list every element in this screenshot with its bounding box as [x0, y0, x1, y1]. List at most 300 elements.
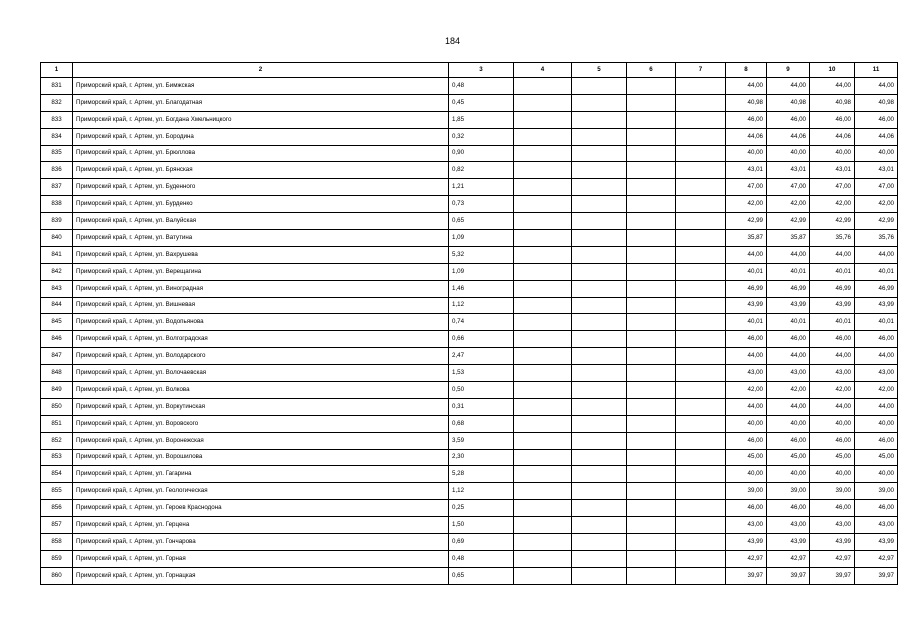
- table-cell: 42,97: [767, 550, 810, 567]
- table-cell: [572, 500, 627, 517]
- table-cell: 46,99: [810, 280, 855, 297]
- table-cell: Приморский край, г. Артем, ул. Бородина: [73, 128, 449, 145]
- table-cell: [572, 297, 627, 314]
- table-cell: 46,00: [810, 331, 855, 348]
- table-cell: [676, 466, 726, 483]
- table-cell: Приморский край, г. Артем, ул. Волкова: [73, 382, 449, 399]
- table-cell: 43,99: [810, 534, 855, 551]
- table-cell: 46,00: [767, 111, 810, 128]
- table-body: [41, 78, 898, 585]
- table-cell: [572, 111, 627, 128]
- table-cell: 0,45: [449, 94, 514, 111]
- table-cell: 40,00: [855, 415, 898, 432]
- table-cell: 845: [41, 314, 73, 331]
- table-cell: 42,97: [855, 550, 898, 567]
- table-cell: 2,47: [449, 348, 514, 365]
- table-cell: Приморский край, г. Артем, ул. Волочаевская: [73, 365, 449, 382]
- table-cell: 47,00: [810, 179, 855, 196]
- table-row: [41, 567, 898, 584]
- table-cell: 849: [41, 382, 73, 399]
- table-cell: [627, 331, 676, 348]
- table-cell: Приморский край, г. Артем, ул. Волгоградская: [73, 331, 449, 348]
- table-cell: [627, 466, 676, 483]
- table-cell: 35,87: [767, 230, 810, 247]
- table-cell: [514, 246, 572, 263]
- table-cell: 44,00: [767, 398, 810, 415]
- table-cell: [514, 128, 572, 145]
- table-cell: 0,48: [449, 78, 514, 95]
- table-cell: [514, 365, 572, 382]
- table-cell: 5,32: [449, 246, 514, 263]
- table-cell: 46,00: [726, 500, 767, 517]
- table-cell: 46,00: [726, 331, 767, 348]
- table-cell: 40,00: [726, 415, 767, 432]
- table-cell: 46,00: [855, 111, 898, 128]
- table-cell: [572, 246, 627, 263]
- table-cell: [627, 128, 676, 145]
- table-cell: 44,00: [726, 246, 767, 263]
- column-header: 5: [572, 63, 627, 78]
- table-cell: [676, 230, 726, 247]
- table-row: [41, 162, 898, 179]
- table-cell: 44,00: [726, 348, 767, 365]
- column-header: 9: [767, 63, 810, 78]
- table-cell: 40,00: [726, 466, 767, 483]
- table-cell: 47,00: [726, 179, 767, 196]
- table-cell: Приморский край, г. Артем, ул. Валуйская: [73, 213, 449, 230]
- table-cell: [572, 280, 627, 297]
- table-cell: [676, 128, 726, 145]
- table-cell: Приморский край, г. Артем, ул. Воронежская: [73, 432, 449, 449]
- table-cell: 40,01: [855, 314, 898, 331]
- table-cell: 43,01: [855, 162, 898, 179]
- table-cell: 44,00: [855, 398, 898, 415]
- table-row: [41, 230, 898, 247]
- table-cell: Приморский край, г. Артем, ул. Гончарова: [73, 534, 449, 551]
- table-cell: [627, 145, 676, 162]
- table-cell: 40,00: [726, 145, 767, 162]
- table-cell: [572, 314, 627, 331]
- table-cell: 43,00: [810, 517, 855, 534]
- table-cell: 46,00: [855, 432, 898, 449]
- table-cell: Приморский край, г. Артем, ул. Брюллова: [73, 145, 449, 162]
- table-cell: [627, 162, 676, 179]
- table-cell: [572, 348, 627, 365]
- table-cell: [514, 517, 572, 534]
- table-cell: [514, 145, 572, 162]
- table-row: [41, 500, 898, 517]
- table-cell: Приморский край, г. Артем, ул. Володарского: [73, 348, 449, 365]
- table-cell: 0,66: [449, 331, 514, 348]
- table-cell: [627, 179, 676, 196]
- table-cell: [676, 432, 726, 449]
- table-cell: [514, 162, 572, 179]
- table-cell: 852: [41, 432, 73, 449]
- table-row: [41, 517, 898, 534]
- table-cell: 46,99: [726, 280, 767, 297]
- table-cell: Приморский край, г. Артем, ул. Горная: [73, 550, 449, 567]
- table-row: [41, 382, 898, 399]
- table-cell: Приморский край, г. Артем, ул. Воровского: [73, 415, 449, 432]
- table-cell: 850: [41, 398, 73, 415]
- table-cell: 42,99: [726, 213, 767, 230]
- table-row: [41, 432, 898, 449]
- table-cell: 0,74: [449, 314, 514, 331]
- table-cell: 0,25: [449, 500, 514, 517]
- table-row: [41, 550, 898, 567]
- table-cell: [514, 196, 572, 213]
- table-cell: 43,99: [767, 534, 810, 551]
- table-cell: [627, 415, 676, 432]
- table-row: [41, 483, 898, 500]
- table-cell: 42,00: [767, 196, 810, 213]
- table-cell: 40,01: [810, 263, 855, 280]
- table-row: [41, 128, 898, 145]
- table-cell: 44,00: [810, 246, 855, 263]
- table-cell: [676, 331, 726, 348]
- table-cell: [514, 230, 572, 247]
- table-cell: [627, 263, 676, 280]
- table-cell: 39,97: [810, 567, 855, 584]
- page-number: 184: [444, 36, 461, 46]
- table-cell: [514, 280, 572, 297]
- table-cell: 46,00: [810, 500, 855, 517]
- table-cell: 46,00: [726, 432, 767, 449]
- table-cell: 844: [41, 297, 73, 314]
- table-cell: 46,00: [855, 331, 898, 348]
- table-cell: 39,00: [767, 483, 810, 500]
- table-cell: 43,00: [810, 365, 855, 382]
- table-cell: [572, 162, 627, 179]
- table-cell: [572, 466, 627, 483]
- table-cell: [676, 263, 726, 280]
- table-row: [41, 263, 898, 280]
- table-cell: [627, 230, 676, 247]
- table-cell: 858: [41, 534, 73, 551]
- table-cell: [514, 483, 572, 500]
- table-cell: [514, 94, 572, 111]
- table-cell: Приморский край, г. Артем, ул. Благодатная: [73, 94, 449, 111]
- table-cell: 1,50: [449, 517, 514, 534]
- table-cell: 841: [41, 246, 73, 263]
- table-cell: 39,97: [726, 567, 767, 584]
- table-cell: [676, 348, 726, 365]
- table-cell: 42,00: [726, 382, 767, 399]
- table-cell: [627, 213, 676, 230]
- table-cell: Приморский край, г. Артем, ул. Горнацкая: [73, 567, 449, 584]
- table-cell: 46,00: [810, 111, 855, 128]
- table-row: [41, 78, 898, 95]
- table-row: [41, 331, 898, 348]
- table-cell: 45,00: [855, 449, 898, 466]
- table-cell: 40,00: [767, 145, 810, 162]
- table-cell: [572, 550, 627, 567]
- table-cell: 46,00: [767, 331, 810, 348]
- table-cell: [514, 331, 572, 348]
- table-cell: 0,32: [449, 128, 514, 145]
- table-cell: [572, 128, 627, 145]
- table-cell: 44,00: [810, 348, 855, 365]
- table-cell: 1,09: [449, 263, 514, 280]
- table-cell: [676, 483, 726, 500]
- table-cell: Приморский край, г. Артем, ул. Вахрушева: [73, 246, 449, 263]
- table-cell: 39,00: [810, 483, 855, 500]
- table-cell: [627, 567, 676, 584]
- table-cell: [676, 162, 726, 179]
- table-cell: [572, 365, 627, 382]
- table-cell: [627, 94, 676, 111]
- table-cell: [572, 398, 627, 415]
- table-cell: [514, 111, 572, 128]
- table-cell: [514, 432, 572, 449]
- table-cell: 43,00: [726, 517, 767, 534]
- table-cell: 43,99: [855, 297, 898, 314]
- table-cell: 838: [41, 196, 73, 213]
- table-cell: [514, 179, 572, 196]
- table-cell: 857: [41, 517, 73, 534]
- table-row: [41, 111, 898, 128]
- table-cell: 1,09: [449, 230, 514, 247]
- table-cell: 40,98: [810, 94, 855, 111]
- table-cell: 1,21: [449, 179, 514, 196]
- table-cell: [676, 196, 726, 213]
- table-cell: Приморский край, г. Артем, ул. Герцена: [73, 517, 449, 534]
- table-cell: [572, 263, 627, 280]
- table-cell: 42,99: [767, 213, 810, 230]
- table-cell: [572, 534, 627, 551]
- table-cell: 44,00: [726, 78, 767, 95]
- table-cell: [627, 78, 676, 95]
- table-cell: 40,98: [726, 94, 767, 111]
- table-cell: Приморский край, г. Артем, ул. Богдана Хмельницкого: [73, 111, 449, 128]
- table-cell: [676, 534, 726, 551]
- table-cell: Приморский край, г. Артем, ул. Бимжская: [73, 78, 449, 95]
- table-cell: 40,01: [855, 263, 898, 280]
- table-cell: Приморский край, г. Артем, ул. Буденного: [73, 179, 449, 196]
- table-cell: Приморский край, г. Артем, ул. Вишневая: [73, 297, 449, 314]
- table-cell: 44,00: [855, 78, 898, 95]
- table-cell: 47,00: [855, 179, 898, 196]
- table-cell: 853: [41, 449, 73, 466]
- table-cell: [572, 432, 627, 449]
- table-cell: [572, 230, 627, 247]
- table-cell: [627, 365, 676, 382]
- table-cell: 1,53: [449, 365, 514, 382]
- table-cell: 42,97: [726, 550, 767, 567]
- table-cell: [572, 179, 627, 196]
- table-cell: 46,00: [767, 432, 810, 449]
- table-cell: [627, 382, 676, 399]
- table-cell: [676, 246, 726, 263]
- table-cell: [514, 314, 572, 331]
- table-cell: [572, 331, 627, 348]
- data-table: [40, 62, 898, 585]
- table-cell: 43,00: [767, 517, 810, 534]
- table-cell: [514, 534, 572, 551]
- table-cell: 35,76: [810, 230, 855, 247]
- table-cell: 42,00: [855, 196, 898, 213]
- table-cell: [627, 449, 676, 466]
- table-cell: [676, 382, 726, 399]
- table-cell: [514, 382, 572, 399]
- table-cell: 40,01: [767, 314, 810, 331]
- column-header: 2: [73, 63, 449, 78]
- table-cell: 40,00: [810, 415, 855, 432]
- table-cell: 43,01: [767, 162, 810, 179]
- table-row: [41, 466, 898, 483]
- table-cell: 0,68: [449, 415, 514, 432]
- table-cell: [572, 415, 627, 432]
- column-header: 3: [449, 63, 514, 78]
- table-cell: [572, 567, 627, 584]
- column-header: 1: [41, 63, 73, 78]
- table-cell: [572, 145, 627, 162]
- table-cell: 40,01: [726, 263, 767, 280]
- column-header: 10: [810, 63, 855, 78]
- table-cell: 44,06: [810, 128, 855, 145]
- table-cell: 0,50: [449, 382, 514, 399]
- table-cell: 833: [41, 111, 73, 128]
- table-cell: 40,00: [810, 466, 855, 483]
- table-cell: 848: [41, 365, 73, 382]
- table-cell: [676, 78, 726, 95]
- table-cell: 831: [41, 78, 73, 95]
- table-cell: 40,00: [855, 145, 898, 162]
- table-cell: 1,12: [449, 483, 514, 500]
- table-cell: [676, 365, 726, 382]
- column-header: 4: [514, 63, 572, 78]
- table-cell: 43,00: [726, 365, 767, 382]
- table-cell: [676, 314, 726, 331]
- table-cell: Приморский край, г. Артем, ул. Воркутинская: [73, 398, 449, 415]
- table-row: [41, 196, 898, 213]
- table-cell: 842: [41, 263, 73, 280]
- table-cell: 44,00: [767, 348, 810, 365]
- table-cell: [676, 415, 726, 432]
- table-cell: 860: [41, 567, 73, 584]
- table-cell: 42,00: [767, 382, 810, 399]
- table-cell: 39,00: [726, 483, 767, 500]
- table-cell: [627, 280, 676, 297]
- table-cell: 44,00: [726, 398, 767, 415]
- table-cell: [627, 348, 676, 365]
- table-cell: 43,00: [855, 365, 898, 382]
- table-cell: 1,46: [449, 280, 514, 297]
- table-cell: 42,99: [810, 213, 855, 230]
- table-cell: [676, 94, 726, 111]
- table-cell: [676, 145, 726, 162]
- table-cell: 0,48: [449, 550, 514, 567]
- table-row: [41, 314, 898, 331]
- table-cell: 35,87: [726, 230, 767, 247]
- table-cell: 0,69: [449, 534, 514, 551]
- table-cell: Приморский край, г. Артем, ул. Ватутина: [73, 230, 449, 247]
- table-cell: 835: [41, 145, 73, 162]
- table-cell: 44,06: [767, 128, 810, 145]
- table-cell: 855: [41, 483, 73, 500]
- table-row: [41, 365, 898, 382]
- table-cell: [514, 297, 572, 314]
- table-cell: 43,00: [855, 517, 898, 534]
- table-row: [41, 213, 898, 230]
- table-cell: 44,00: [767, 246, 810, 263]
- table-cell: 851: [41, 415, 73, 432]
- table-cell: 854: [41, 466, 73, 483]
- table-cell: 847: [41, 348, 73, 365]
- table-cell: 46,99: [767, 280, 810, 297]
- table-cell: [514, 415, 572, 432]
- table-cell: 44,00: [855, 246, 898, 263]
- table-row: [41, 280, 898, 297]
- table-cell: 2,30: [449, 449, 514, 466]
- table-cell: 35,76: [855, 230, 898, 247]
- table-cell: 0,65: [449, 213, 514, 230]
- table-cell: [514, 348, 572, 365]
- table-cell: [572, 449, 627, 466]
- table-cell: [676, 213, 726, 230]
- table-cell: 859: [41, 550, 73, 567]
- table-cell: 0,90: [449, 145, 514, 162]
- table-cell: [572, 382, 627, 399]
- table-cell: [572, 213, 627, 230]
- table-cell: 0,31: [449, 398, 514, 415]
- table-cell: 42,00: [810, 382, 855, 399]
- table-cell: [514, 263, 572, 280]
- table-cell: Приморский край, г. Артем, ул. Геологическая: [73, 483, 449, 500]
- table-cell: 3,59: [449, 432, 514, 449]
- table-cell: [514, 449, 572, 466]
- table-cell: [572, 517, 627, 534]
- table-cell: Приморский край, г. Артем, ул. Брянская: [73, 162, 449, 179]
- table-cell: 40,01: [810, 314, 855, 331]
- table-row: [41, 145, 898, 162]
- table-cell: 43,00: [767, 365, 810, 382]
- table-cell: 5,28: [449, 466, 514, 483]
- table-cell: [627, 500, 676, 517]
- table-cell: 43,99: [810, 297, 855, 314]
- table-row: [41, 94, 898, 111]
- table-cell: 1,12: [449, 297, 514, 314]
- table-cell: 44,00: [855, 348, 898, 365]
- table-cell: 834: [41, 128, 73, 145]
- table-row: [41, 297, 898, 314]
- table-cell: 40,00: [810, 145, 855, 162]
- table-cell: [572, 94, 627, 111]
- table-cell: 43,99: [726, 297, 767, 314]
- table-row: [41, 534, 898, 551]
- column-header: 11: [855, 63, 898, 78]
- table-row: [41, 348, 898, 365]
- table-cell: 46,00: [726, 111, 767, 128]
- table-cell: 46,00: [767, 500, 810, 517]
- table-cell: [627, 517, 676, 534]
- column-header: 6: [627, 63, 676, 78]
- table-cell: [572, 196, 627, 213]
- table-cell: [514, 567, 572, 584]
- table-cell: Приморский край, г. Артем, ул. Ворошилова: [73, 449, 449, 466]
- table-cell: 40,01: [726, 314, 767, 331]
- table-cell: 846: [41, 331, 73, 348]
- table-cell: [676, 280, 726, 297]
- column-header: 8: [726, 63, 767, 78]
- table-cell: [514, 78, 572, 95]
- table-cell: Приморский край, г. Артем, ул. Верещагина: [73, 263, 449, 280]
- table-cell: 40,98: [855, 94, 898, 111]
- table-cell: 856: [41, 500, 73, 517]
- table-cell: [676, 449, 726, 466]
- table-cell: 45,00: [726, 449, 767, 466]
- table-cell: [514, 398, 572, 415]
